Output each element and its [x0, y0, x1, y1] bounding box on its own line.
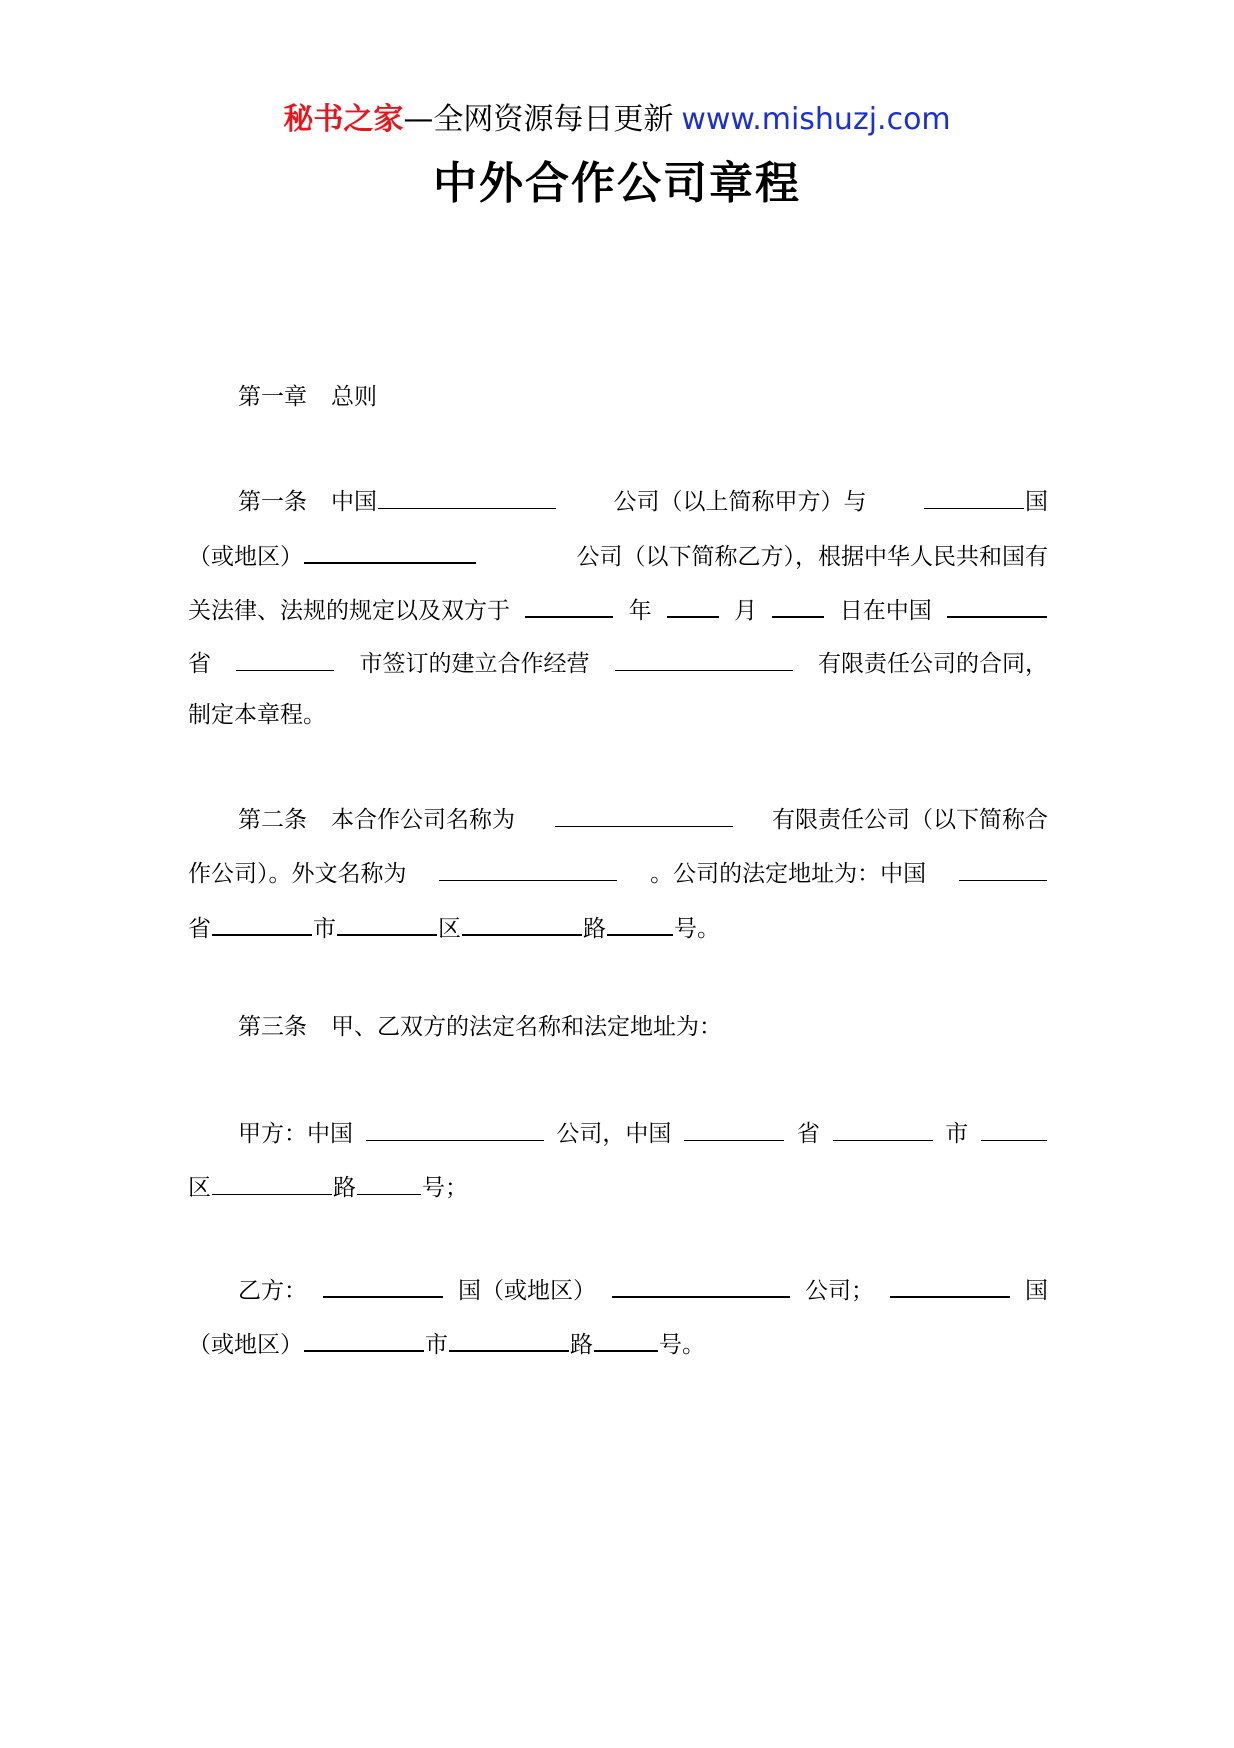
- article-label: 第二条: [238, 807, 307, 833]
- blank-field[interactable]: [981, 1114, 1047, 1141]
- article1-line5: [188, 698, 1048, 732]
- blank-field[interactable]: [607, 908, 673, 936]
- text: 市: [945, 1121, 969, 1147]
- blank-field[interactable]: [304, 1324, 424, 1352]
- article-label: 第一条: [238, 489, 307, 515]
- text: 国: [1025, 1278, 1048, 1304]
- blank-field[interactable]: [462, 908, 582, 936]
- text: 公司（以下简称乙方），根据中华人民共和国有: [576, 544, 1048, 570]
- text: 关法律、法规的规定以及双方于: [188, 598, 510, 624]
- brand-name: 秘书之家: [283, 102, 404, 137]
- text: （或地区）: [188, 544, 303, 570]
- blank-field[interactable]: [366, 1114, 544, 1141]
- chapter-label: 第一章: [238, 384, 307, 410]
- blank-field[interactable]: [337, 908, 437, 936]
- article2-line1: [238, 800, 1048, 837]
- blank-field[interactable]: [890, 1270, 1010, 1298]
- blank-field[interactable]: [615, 644, 793, 671]
- blank-field[interactable]: [612, 1270, 790, 1298]
- text: 号；: [422, 1175, 468, 1201]
- blank-field[interactable]: [833, 1114, 933, 1141]
- text: 路: [333, 1175, 356, 1201]
- blank-field[interactable]: [449, 1324, 569, 1352]
- article1-line1: [238, 482, 1048, 519]
- party-b-line2: [188, 1324, 1048, 1362]
- text: 省: [188, 651, 211, 677]
- text: 国: [1025, 489, 1048, 515]
- text: 号。: [659, 1332, 705, 1358]
- blank-field[interactable]: [357, 1168, 421, 1195]
- text: 年: [628, 598, 652, 624]
- text: 省: [188, 916, 211, 942]
- article1-line2: [188, 536, 1048, 574]
- header-slogan: —全网资源每日更新: [403, 102, 674, 137]
- blank-field[interactable]: [772, 590, 824, 618]
- blank-field[interactable]: [378, 482, 556, 509]
- blank-field[interactable]: [594, 1324, 658, 1352]
- text: 省: [796, 1121, 820, 1147]
- text: 甲、乙双方的法定名称和法定地址为：: [331, 1014, 722, 1040]
- text: 甲方：中国: [238, 1121, 353, 1147]
- text: 中国: [331, 489, 377, 515]
- blank-field[interactable]: [667, 590, 719, 618]
- site-url-link[interactable]: www.mishuzj.com: [681, 102, 951, 137]
- text: 月: [734, 598, 758, 624]
- article-label: 第三条: [238, 1014, 307, 1040]
- article2-line2: [188, 854, 1048, 891]
- text: 有限责任公司（以下简称合: [772, 807, 1048, 833]
- text: 有限责任公司的合同，: [818, 651, 1048, 677]
- text: 公司（以上简称甲方）与: [613, 489, 867, 515]
- chapter-name: 总则: [331, 384, 377, 410]
- text: 路: [570, 1332, 593, 1358]
- article2-line3: [188, 908, 1048, 946]
- blank-field[interactable]: [525, 590, 613, 618]
- blank-field[interactable]: [212, 908, 312, 936]
- site-header: [0, 100, 1234, 140]
- text: 乙方：: [238, 1278, 307, 1304]
- document-title: 中外合作公司章程: [433, 158, 801, 209]
- blank-field[interactable]: [323, 1270, 443, 1298]
- chapter-heading: [238, 380, 1048, 414]
- blank-field[interactable]: [959, 854, 1047, 881]
- text: 区: [188, 1175, 211, 1201]
- text: 市: [313, 916, 336, 942]
- text: 市签订的建立合作经营: [359, 651, 590, 677]
- blank-field[interactable]: [924, 482, 1024, 509]
- article1-line3: [188, 590, 1048, 628]
- blank-field[interactable]: [212, 1168, 332, 1195]
- party-b-line1: [238, 1270, 1048, 1308]
- text: 公司；: [805, 1278, 874, 1304]
- text: 公司，中国: [556, 1121, 672, 1147]
- text: 市: [425, 1332, 448, 1358]
- article3-line1: [238, 1010, 1048, 1044]
- text: 。公司的法定地址为：中国: [650, 861, 927, 887]
- blank-field[interactable]: [304, 536, 476, 564]
- article1-line4: [188, 644, 1048, 681]
- text: 区: [438, 916, 461, 942]
- text: 制定本章程。: [188, 702, 326, 728]
- text: 本合作公司名称为: [331, 807, 515, 833]
- party-a-line1: [238, 1114, 1048, 1151]
- text: 国（或地区）: [458, 1278, 596, 1304]
- blank-field[interactable]: [684, 1114, 784, 1141]
- text: 日在中国: [839, 598, 932, 624]
- text: （或地区）: [188, 1332, 303, 1358]
- blank-field[interactable]: [236, 644, 334, 671]
- text: 路: [583, 916, 606, 942]
- party-a-line2: [188, 1168, 1048, 1205]
- text: 作公司）。外文名称为: [188, 861, 407, 887]
- blank-field[interactable]: [947, 590, 1047, 618]
- blank-field[interactable]: [439, 854, 617, 881]
- text: 号。: [674, 916, 720, 942]
- blank-field[interactable]: [555, 800, 733, 827]
